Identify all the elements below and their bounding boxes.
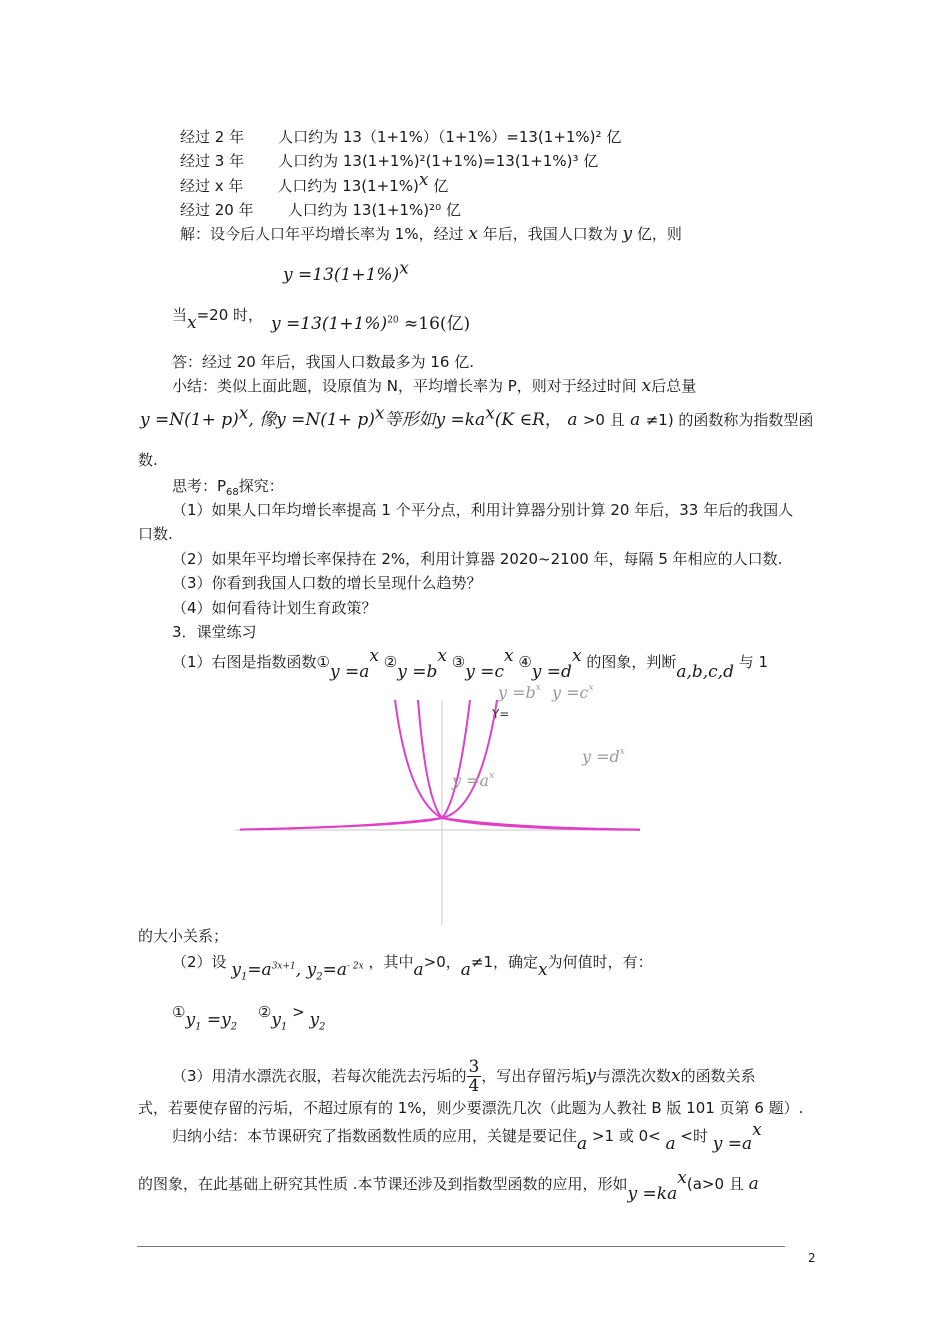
curve-a (240, 700, 497, 830)
solution-intro: 解：设今后人口年平均增长率为 1%，经过 x 年后，我国人口数为 y 亿，则 (180, 224, 682, 244)
question-1-cont: 口数. (138, 525, 173, 543)
line-year3: 经过 3 年 人口约为 13(1+1%)²(1+1%)=13(1+1%)³ 亿 (180, 152, 599, 170)
summary-line-2: $y =N(1+ p)^x$, 像$y =N(1+ p)^x$等形如$y =ka^x(K$ ∈R， a >0 且 a ≠1) 的函数称为指数型函 (140, 403, 814, 430)
footer-rule (137, 1246, 785, 1247)
exercise-1: （1）右图是指数函数①y $=a^x$ ②y $=b^x$ ③y $=c^x$ ④y $=d^x$ 的图象，判断a,b,c,d 与 1 (172, 646, 769, 682)
exponential-graph-figure (230, 680, 650, 930)
think-line: 思考：$P_{68}$探究： (172, 477, 284, 498)
question-4: （4）如何看待计划生育政策？ (172, 599, 377, 617)
summary-line-1: 小结：类似上面此题，设原值为 N，平均增长率为 P，则对于经过时间 x后总量 (172, 376, 697, 396)
conclusion-line-1: 归纳小结：本节课研究了指数函数性质的应用，关键是要记住a >1 或 0< a <时 $y =a^x$ (172, 1120, 762, 1154)
line-yearx: 经过 x 年 人口约为 $13(1+1\%)^x$ 亿 (180, 170, 449, 195)
answer-line: 答：经过 20 年后，我国人口数最多为 16 亿. (172, 353, 475, 371)
exercise-2: （2）设 $y_1=a^{3x+1}$, $y_2=a^{- 2x}$ ，其中a>0，a≠1，确定x为何值时，有： (172, 953, 653, 983)
summary-line-3: 数. (138, 451, 158, 469)
label-yb: $y =b^x$ (498, 683, 541, 702)
exercise-3: （3）用清水漂洗衣服，若每次能洗去污垢的 $\frac{3}{4}$ ，写出存留污垢y与漂洗次数x的函数关系 (172, 1057, 756, 1096)
exercise-heading: 3．课堂练习 (172, 623, 257, 641)
page-number: 2 (808, 1251, 816, 1265)
exercise-1-cont: 的大小关系； (138, 927, 229, 945)
label-yc: $y =c^x$ (552, 683, 594, 702)
line-year20: 经过 20 年 人口约为 13(1+1%)²⁰ 亿 (180, 201, 461, 219)
when-line: 当x=20 时， (172, 306, 264, 333)
formula-1: $y =13(1+1\%)^x$ (283, 258, 409, 285)
label-Y: Y= (492, 707, 510, 721)
line-year2: 经过 2 年 人口约为 13（1+1%）（1+1%）=13(1+1%)² 亿 (180, 128, 622, 146)
exercise-2-cases: $①y_1 =y_2$ $②y_1 > y_2$ (172, 1003, 326, 1033)
formula-2: $y =13(1+1\%)^{20} \approx 16$(亿) (271, 314, 471, 334)
exercise-3-cont: 式，若要使存留的污垢，不超过原有的 1%，则少要漂洗几次（此题为人教社 B 版 101 页第 6 题）. (138, 1099, 804, 1117)
label-yd: $y =d^x$ (582, 747, 625, 766)
question-2: （2）如果年平均增长率保持在 2%，利用计算器 2020~2100 年，每隔 5 年相应的人口数. (172, 550, 783, 568)
conclusion-line-2: 的图象，在此基础上研究其性质 .本节课还涉及到指数型函数的应用，形如$y =ka^x(a>0$ 且 a (138, 1168, 759, 1204)
label-ya: $y =a^x$ (452, 771, 495, 790)
question-3: （3）你看到我国人口数的增长呈现什么趋势？ (172, 574, 482, 592)
question-1: （1）如果人口年均增长率提高 1 个平分点，利用计算器分别计算 20 年后，33 年后的我国人 (172, 501, 794, 519)
curve-c (240, 700, 470, 830)
